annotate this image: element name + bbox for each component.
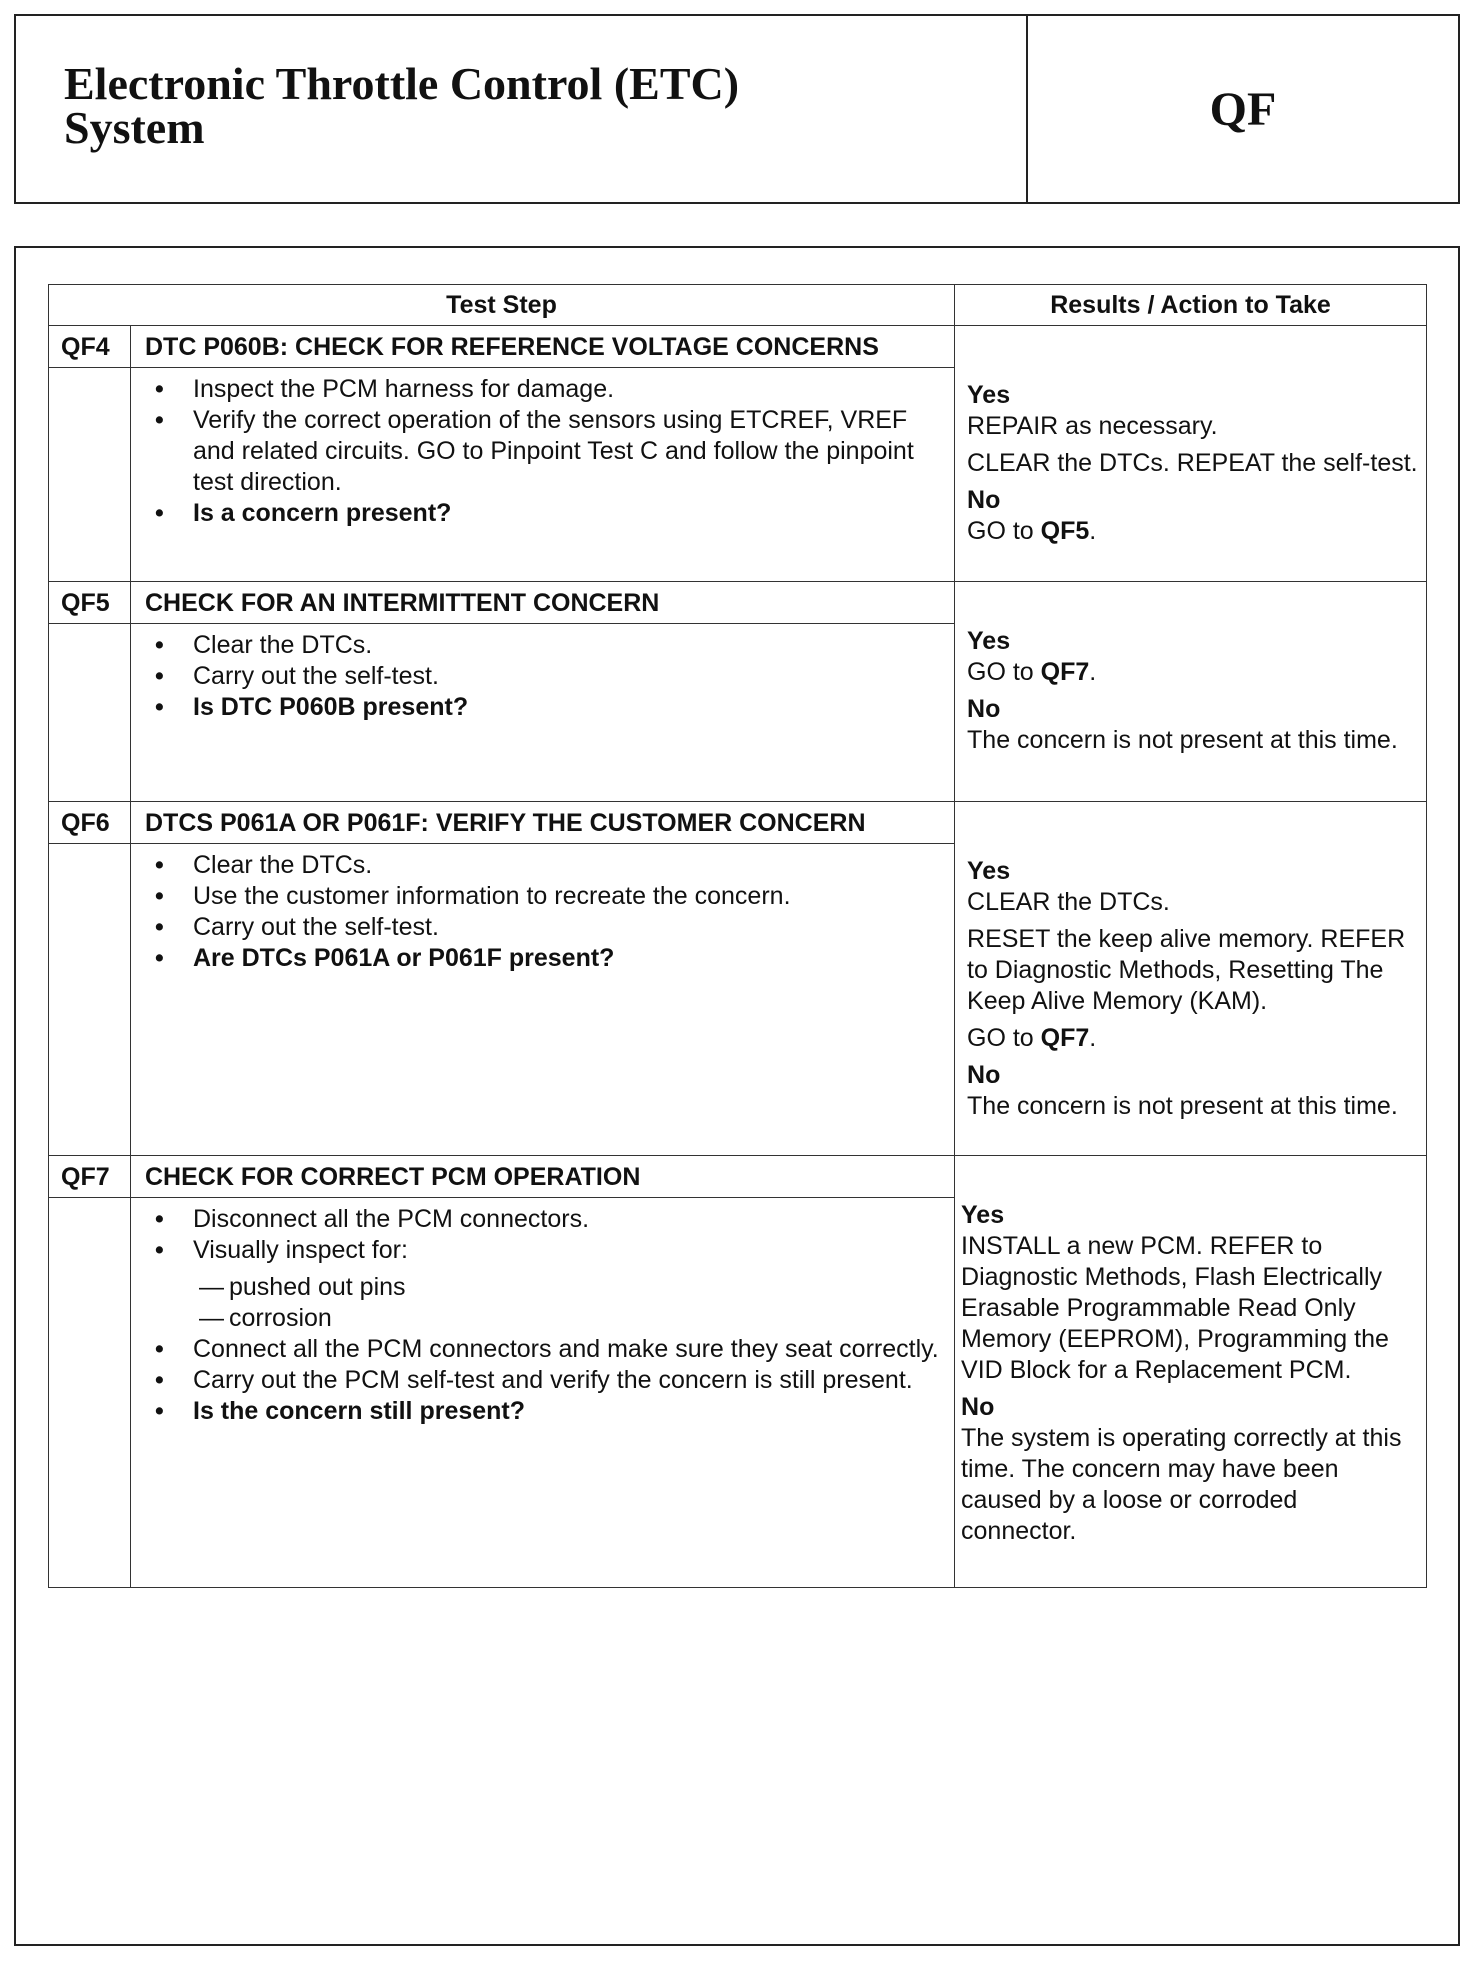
yes-action: GO to (967, 658, 1034, 686)
step-question: • Is DTC P060B present? (137, 692, 944, 723)
no-action: The system is operating correctly at this time. The concern may have been caused by a loose or corroded connector. (961, 1424, 1402, 1545)
no-action: GO to (967, 517, 1034, 545)
list-item: • Disconnect all the PCM connectors. (137, 1204, 944, 1235)
step-title: DTCS P061A OR P061F: VERIFY THE CUSTOMER CONCERN (131, 802, 955, 844)
no-action: The concern is not present at this time. (967, 726, 1398, 754)
list-item: • Verify the correct operation of the sensors using ETCREF, VREF and related circuits. GO to Pinpoint Test C and follow the pinpoint test direction. (137, 405, 944, 498)
step-reference: QF7 (1040, 658, 1090, 686)
step-qf6-title-row (49, 802, 1427, 844)
list-item: • Clear the DTCs. (137, 850, 944, 881)
list-item: • Carry out the self-test. (137, 912, 944, 943)
step-title: CHECK FOR AN INTERMITTENT CONCERN (131, 582, 955, 624)
no-label: No (967, 695, 1001, 723)
step-id: QF5 (49, 582, 131, 624)
diagnostic-table (48, 284, 1427, 1588)
punct: . (1089, 658, 1097, 686)
list-item: • Connect all the PCM connectors and make sure they seat correctly. (137, 1334, 944, 1365)
yes-action: CLEAR the DTCs. REPEAT the self-test. (967, 449, 1418, 477)
step-question: • Are DTCs P061A or P061F present? (137, 943, 944, 974)
step-qf4-title-row (49, 326, 1427, 368)
step-id-spacer (49, 368, 131, 582)
step-id-spacer (49, 1198, 131, 1588)
step-id-spacer (49, 844, 131, 1156)
step-id: QF4 (49, 326, 131, 368)
yes-action: INSTALL a new PCM. REFER to Diagnostic Methods, Flash Electrically Erasable Programmable Read Only Memory (EEPROM), Programming the VID Block for a Replacement PCM. (961, 1232, 1389, 1384)
yes-action: RESET the keep alive memory. REFER to Diagnostic Methods, Resetting The Keep Alive Memory (KAM). (967, 925, 1406, 1015)
yes-action: CLEAR the DTCs. (967, 888, 1170, 916)
yes-action: REPAIR as necessary. (967, 412, 1218, 440)
step-title: DTC P060B: CHECK FOR REFERENCE VOLTAGE CONCERNS (131, 326, 955, 368)
step-qf4-results (955, 326, 1427, 582)
col-test-step: Test Step (49, 285, 955, 326)
yes-label: Yes (967, 381, 1011, 409)
page-title: Electronic Throttle Control (ETC) System (64, 58, 740, 153)
yes-label: Yes (967, 857, 1011, 885)
step-id: QF7 (49, 1156, 131, 1198)
sub-list-item: — corrosion (137, 1303, 944, 1334)
list-item: • Inspect the PCM harness for damage. (137, 374, 944, 405)
step-body (131, 368, 955, 582)
step-qf7-title-row (49, 1156, 1427, 1198)
step-question: • Is the concern still present? (137, 1396, 944, 1427)
step-question: • Is a concern present? (137, 498, 944, 529)
col-results: Results / Action to Take (955, 285, 1427, 326)
step-id-spacer (49, 624, 131, 802)
list-item: • Use the customer information to recreate the concern. (137, 881, 944, 912)
list-item: • Carry out the PCM self-test and verify the concern is still present. (137, 1365, 944, 1396)
step-qf5-title-row (49, 582, 1427, 624)
punct: . (1089, 517, 1097, 545)
step-reference: QF7 (1040, 1024, 1090, 1052)
page-header (14, 14, 1460, 204)
step-body (131, 844, 955, 1156)
step-reference: QF5 (1040, 517, 1090, 545)
list-item: • Clear the DTCs. (137, 630, 944, 661)
punct: . (1089, 1024, 1097, 1052)
list-item: • Carry out the self-test. (137, 661, 944, 692)
section-code: QF (1209, 82, 1277, 136)
yes-label: Yes (961, 1201, 1005, 1229)
no-label: No (961, 1393, 995, 1421)
sub-list-item: — pushed out pins (137, 1272, 944, 1303)
step-qf6-results (955, 802, 1427, 1156)
no-action: The concern is not present at this time. (967, 1092, 1398, 1120)
table-header-row (49, 285, 1427, 326)
step-qf7-results (955, 1156, 1427, 1588)
no-label: No (967, 486, 1001, 514)
yes-action: GO to (967, 1024, 1034, 1052)
yes-label: Yes (967, 627, 1011, 655)
step-body (131, 624, 955, 802)
no-label: No (967, 1061, 1001, 1089)
list-item: • Visually inspect for: (137, 1235, 944, 1266)
step-qf5-results (955, 582, 1427, 802)
step-body (131, 1198, 955, 1588)
step-id: QF6 (49, 802, 131, 844)
step-title: CHECK FOR CORRECT PCM OPERATION (131, 1156, 955, 1198)
